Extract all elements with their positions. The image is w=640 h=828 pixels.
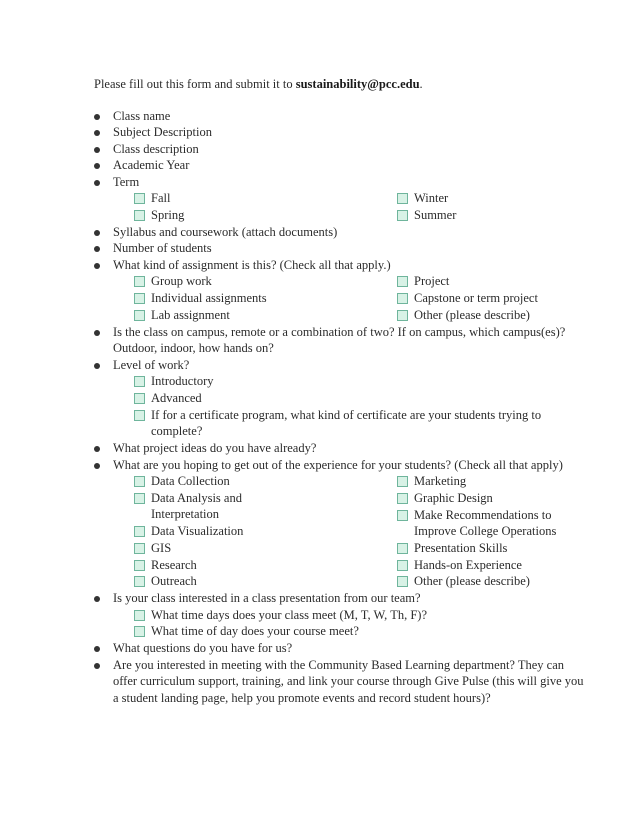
item-level-of-work: Level of work?	[113, 358, 190, 372]
bullet-icon	[94, 596, 100, 602]
bullet-icon	[94, 363, 100, 369]
checkbox-recommendations[interactable]	[397, 510, 408, 521]
option-fall: Fall	[151, 191, 171, 205]
checkbox-research[interactable]	[134, 560, 145, 571]
bullet-icon	[94, 330, 100, 336]
option-meeting-time: What time of day does your course meet?	[151, 624, 359, 638]
option-project: Project	[414, 274, 450, 288]
bullet-icon	[94, 130, 100, 136]
item-cbl-line2: offer curriculum support, training, and link your course through Give Pulse (this will give you	[113, 674, 584, 688]
bullet-icon	[94, 646, 100, 652]
option-gis: GIS	[151, 541, 172, 555]
checkbox-marketing[interactable]	[397, 476, 408, 487]
bullet-icon	[94, 263, 100, 269]
option-assignment-other: Other (please describe)	[414, 308, 530, 322]
option-marketing: Marketing	[414, 474, 467, 488]
item-campus-line1: Is the class on campus, remote or a combination of two? If on campus, which campus(es)?	[113, 325, 566, 339]
checkbox-individual[interactable]	[134, 293, 145, 304]
bullet-icon	[94, 163, 100, 169]
item-cbl-line1: Are you interested in meeting with the Community Based Learning department? They can	[113, 658, 565, 672]
option-outreach: Outreach	[151, 574, 197, 588]
intro-suffix: .	[419, 77, 423, 91]
intro-prefix: Please fill out this form and submit it to	[94, 77, 296, 91]
bullet-icon	[94, 180, 100, 186]
option-summer: Summer	[414, 208, 457, 222]
checkbox-introductory[interactable]	[134, 376, 145, 387]
checkbox-presentation-skills[interactable]	[397, 543, 408, 554]
checkbox-meeting-time[interactable]	[134, 626, 145, 637]
item-number-of-students: Number of students	[113, 241, 212, 255]
option-research: Research	[151, 558, 197, 572]
item-hoping: What are you hoping to get out of the experience for your students? (Check all that apply)	[113, 458, 563, 472]
option-spring: Spring	[151, 208, 185, 222]
bullet-icon	[94, 446, 100, 452]
option-data-visualization: Data Visualization	[151, 524, 244, 538]
checkbox-group-work[interactable]	[134, 276, 145, 287]
contact-email[interactable]: sustainability@pcc.edu	[295, 77, 420, 91]
item-presentation: Is your class interested in a class presentation from our team?	[113, 591, 421, 605]
item-questions: What questions do you have for us?	[113, 641, 293, 655]
option-data-collection: Data Collection	[151, 474, 230, 488]
checkbox-outcome-other[interactable]	[397, 576, 408, 587]
bullet-icon	[94, 463, 100, 469]
checkbox-project[interactable]	[397, 276, 408, 287]
option-data-analysis-line2: Interpretation	[151, 507, 220, 521]
option-presentation-skills: Presentation Skills	[414, 541, 508, 555]
item-project-ideas: What project ideas do you have already?	[113, 441, 317, 455]
checkbox-gis[interactable]	[134, 543, 145, 554]
option-introductory: Introductory	[151, 374, 214, 388]
checkbox-spring[interactable]	[134, 210, 145, 221]
bullet-icon	[94, 147, 100, 153]
checkbox-certificate[interactable]	[134, 410, 145, 421]
item-subject-description: Subject Description	[113, 125, 212, 139]
option-recommendations-line2: Improve College Operations	[414, 524, 557, 538]
item-term: Term	[113, 175, 140, 189]
bullet-icon	[94, 230, 100, 236]
option-hands-on: Hands-on Experience	[414, 558, 522, 572]
item-assignment-kind: What kind of assignment is this? (Check all that apply.)	[113, 258, 391, 272]
option-outcome-other: Other (please describe)	[414, 574, 530, 588]
checkbox-advanced[interactable]	[134, 393, 145, 404]
bullet-icon	[94, 663, 100, 669]
checkbox-data-collection[interactable]	[134, 476, 145, 487]
checkbox-data-analysis[interactable]	[134, 493, 145, 504]
checkbox-meeting-days[interactable]	[134, 610, 145, 621]
option-graphic-design: Graphic Design	[414, 491, 493, 505]
checkbox-data-visualization[interactable]	[134, 526, 145, 537]
item-class-description: Class description	[113, 142, 199, 156]
item-cbl-line3: a student landing page, help you promote events and record student hours)?	[113, 691, 491, 705]
checkbox-capstone[interactable]	[397, 293, 408, 304]
checkbox-fall[interactable]	[134, 193, 145, 204]
option-lab: Lab assignment	[151, 308, 230, 322]
option-winter: Winter	[414, 191, 449, 205]
checkbox-lab[interactable]	[134, 310, 145, 321]
item-academic-year: Academic Year	[113, 158, 190, 172]
option-advanced: Advanced	[151, 391, 202, 405]
checkbox-outreach[interactable]	[134, 576, 145, 587]
option-individual: Individual assignments	[151, 291, 267, 305]
item-syllabus: Syllabus and coursework (attach documents)	[113, 225, 338, 239]
checkbox-graphic-design[interactable]	[397, 493, 408, 504]
option-certificate-line2: complete?	[151, 424, 203, 438]
option-group-work: Group work	[151, 274, 212, 288]
intro-text	[94, 76, 423, 93]
option-meeting-days: What time days does your class meet (M, T, W, Th, F)?	[151, 608, 427, 622]
option-recommendations-line1: Make Recommendations to	[414, 508, 552, 522]
checkbox-winter[interactable]	[397, 193, 408, 204]
checkbox-hands-on[interactable]	[397, 560, 408, 571]
item-campus-line2: Outdoor, indoor, how hands on?	[113, 341, 274, 355]
option-certificate-line1: If for a certificate program, what kind of certificate are your students trying to	[151, 408, 542, 422]
option-capstone: Capstone or term project	[414, 291, 538, 305]
option-data-analysis-line1: Data Analysis and	[151, 491, 242, 505]
checkbox-summer[interactable]	[397, 210, 408, 221]
bullet-icon	[94, 246, 100, 252]
bullet-icon	[94, 114, 100, 120]
checkbox-assignment-other[interactable]	[397, 310, 408, 321]
item-class-name: Class name	[113, 109, 171, 123]
